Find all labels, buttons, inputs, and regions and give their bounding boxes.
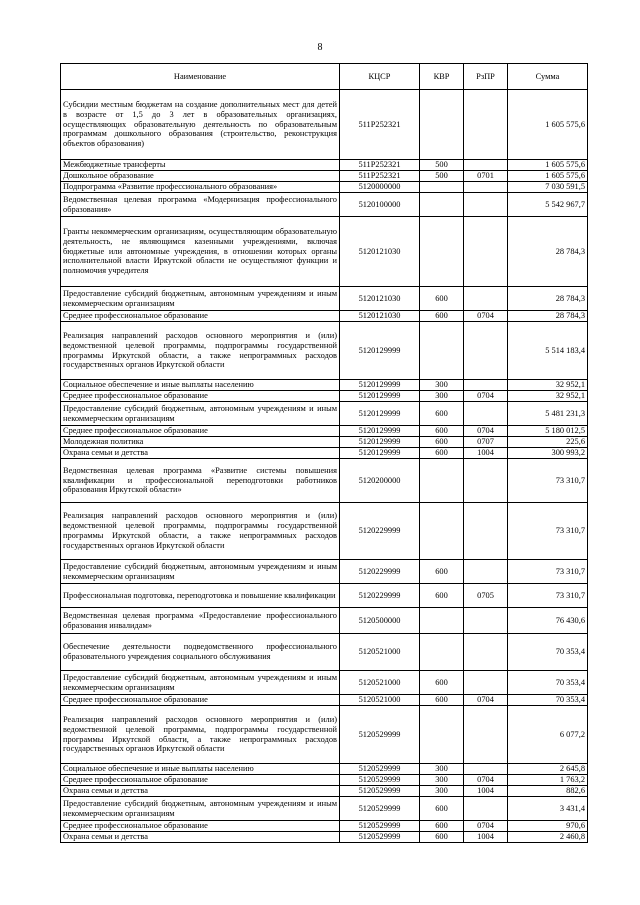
row-sum: 1 763,2 [508, 775, 588, 786]
table-row [61, 764, 588, 775]
row-name: Реализация направлений расходов основного мероприятия и (или) ведомственной целевой программы, подпрограммы государственной программы Иркутской области, а также непрограммных расходов государственных органов Иркутской области [61, 706, 340, 764]
row-kcsr: 5120129999 [340, 448, 420, 459]
row-name: Межбюджетные трансферты [61, 160, 340, 171]
row-sum: 70 353,4 [508, 671, 588, 695]
table-row [61, 322, 588, 380]
row-rzpr [464, 503, 508, 560]
table-row [61, 797, 588, 821]
row-kvr [420, 182, 464, 193]
table-row [61, 287, 588, 311]
row-sum: 70 353,4 [508, 695, 588, 706]
row-kcsr: 5120229999 [340, 560, 420, 584]
row-name: Охрана семьи и детства [61, 786, 340, 797]
row-kvr: 300 [420, 786, 464, 797]
row-sum: 73 310,7 [508, 459, 588, 503]
row-kcsr: 5120200000 [340, 459, 420, 503]
row-rzpr: 1004 [464, 832, 508, 843]
row-rzpr [464, 322, 508, 380]
row-kvr: 600 [420, 821, 464, 832]
row-name: Социальное обеспечение и иные выплаты населению [61, 764, 340, 775]
row-name: Предоставление субсидий бюджетным, автономным учреждениям и иным некоммерческим организациям [61, 560, 340, 584]
row-name: Реализация направлений расходов основного мероприятия и (или) ведомственной целевой программы, подпрограммы государственной программы Иркутской области, а также непрограммных расходов государственных органов Иркутской области [61, 503, 340, 560]
row-kvr [420, 90, 464, 160]
row-rzpr [464, 193, 508, 217]
row-rzpr [464, 182, 508, 193]
row-kvr [420, 706, 464, 764]
row-rzpr: 0704 [464, 426, 508, 437]
row-rzpr [464, 608, 508, 634]
row-kvr: 300 [420, 380, 464, 391]
row-kvr [420, 459, 464, 503]
row-rzpr [464, 560, 508, 584]
row-kcsr: 5120529999 [340, 832, 420, 843]
table-row [61, 832, 588, 843]
row-kvr: 600 [420, 797, 464, 821]
table-row [61, 193, 588, 217]
row-kcsr: 5120129999 [340, 437, 420, 448]
row-sum: 1 605 575,6 [508, 171, 588, 182]
row-kvr: 600 [420, 437, 464, 448]
row-rzpr: 0701 [464, 171, 508, 182]
row-kcsr: 5120529999 [340, 775, 420, 786]
row-sum: 970,6 [508, 821, 588, 832]
row-name: Профессиональная подготовка, переподготовка и повышение квалификации [61, 584, 340, 608]
row-rzpr: 0705 [464, 584, 508, 608]
table-row [61, 426, 588, 437]
table-row [61, 437, 588, 448]
row-sum: 5 542 967,7 [508, 193, 588, 217]
row-rzpr [464, 160, 508, 171]
header-rzpr: РзПР [464, 64, 508, 90]
row-rzpr: 0704 [464, 775, 508, 786]
row-kvr: 600 [420, 311, 464, 322]
row-sum: 76 430,6 [508, 608, 588, 634]
row-kvr: 300 [420, 775, 464, 786]
table-row [61, 634, 588, 671]
row-kcsr: 5120129999 [340, 380, 420, 391]
row-kcsr: 5120529999 [340, 797, 420, 821]
row-kcsr: 5120129999 [340, 322, 420, 380]
table-row [61, 503, 588, 560]
row-name: Предоставление субсидий бюджетным, автономным учреждениям и иным некоммерческим организациям [61, 402, 340, 426]
row-name: Дошкольное образование [61, 171, 340, 182]
row-rzpr [464, 90, 508, 160]
row-kvr: 600 [420, 832, 464, 843]
row-name: Гранты некоммерческим организациям, осуществляющим образовательную деятельность, не являющимся казенными учреждениями, включая бюджетные или автономные учреждения, в отношении которых органы исполнительной власти Иркутской области не осуществляют функции и полномочия учредителя [61, 217, 340, 287]
table-row [61, 217, 588, 287]
table-row [61, 448, 588, 459]
table-row [61, 391, 588, 402]
row-name: Ведомственная целевая программа «Развитие системы повышения квалификации и профессиональной переподготовки работников образования Иркутской области» [61, 459, 340, 503]
row-name: Охрана семьи и детства [61, 832, 340, 843]
row-sum: 70 353,4 [508, 634, 588, 671]
row-kcsr: 511P252321 [340, 160, 420, 171]
row-rzpr [464, 706, 508, 764]
row-rzpr: 0707 [464, 437, 508, 448]
row-sum: 1 605 575,6 [508, 90, 588, 160]
table-row [61, 171, 588, 182]
table-row [61, 459, 588, 503]
row-kcsr: 5120121030 [340, 287, 420, 311]
table-row [61, 584, 588, 608]
row-sum: 5 514 183,4 [508, 322, 588, 380]
row-name: Реализация направлений расходов основного мероприятия и (или) ведомственной целевой программы, подпрограммы государственной программы Иркутской области, а также непрограммных расходов государственных органов Иркутской области [61, 322, 340, 380]
row-sum: 73 310,7 [508, 503, 588, 560]
row-kvr: 600 [420, 448, 464, 459]
row-kcsr: 5120529999 [340, 706, 420, 764]
header-kcsr: КЦСР [340, 64, 420, 90]
row-rzpr [464, 217, 508, 287]
row-sum: 73 310,7 [508, 560, 588, 584]
row-name: Среднее профессиональное образование [61, 311, 340, 322]
row-kvr: 300 [420, 391, 464, 402]
table-row [61, 608, 588, 634]
table-row [61, 706, 588, 764]
row-rzpr: 1004 [464, 448, 508, 459]
row-sum: 2 460,8 [508, 832, 588, 843]
row-kvr [420, 634, 464, 671]
row-rzpr [464, 287, 508, 311]
row-kvr: 500 [420, 171, 464, 182]
row-sum: 882,6 [508, 786, 588, 797]
row-rzpr [464, 459, 508, 503]
table-row [61, 775, 588, 786]
header-sum: Сумма [508, 64, 588, 90]
table-row [61, 821, 588, 832]
budget-table [60, 63, 588, 843]
table-row [61, 695, 588, 706]
row-sum: 7 030 591,5 [508, 182, 588, 193]
table-row [61, 402, 588, 426]
table-row [61, 311, 588, 322]
row-kvr: 600 [420, 695, 464, 706]
row-rzpr: 0704 [464, 695, 508, 706]
row-kvr [420, 503, 464, 560]
row-rzpr: 0704 [464, 391, 508, 402]
row-rzpr [464, 764, 508, 775]
row-sum: 5 481 231,3 [508, 402, 588, 426]
table-row [61, 380, 588, 391]
row-name: Социальное обеспечение и иные выплаты населению [61, 380, 340, 391]
row-kvr [420, 608, 464, 634]
row-sum: 225,6 [508, 437, 588, 448]
row-kcsr: 5120129999 [340, 391, 420, 402]
table-row [61, 160, 588, 171]
row-kcsr: 511P252321 [340, 90, 420, 160]
row-kvr: 500 [420, 160, 464, 171]
row-kvr: 600 [420, 560, 464, 584]
row-kcsr: 5120529999 [340, 821, 420, 832]
row-sum: 28 784,3 [508, 217, 588, 287]
row-kcsr: 5120229999 [340, 584, 420, 608]
row-name: Среднее профессиональное образование [61, 775, 340, 786]
row-kcsr: 5120521000 [340, 671, 420, 695]
row-name: Среднее профессиональное образование [61, 426, 340, 437]
row-name: Подпрограмма «Развитие профессионального образования» [61, 182, 340, 193]
row-kvr: 600 [420, 426, 464, 437]
table-body [61, 90, 588, 843]
table-row [61, 671, 588, 695]
row-kcsr: 5120000000 [340, 182, 420, 193]
row-name: Среднее профессиональное образование [61, 391, 340, 402]
row-kcsr: 5120229999 [340, 503, 420, 560]
row-sum: 32 952,1 [508, 391, 588, 402]
row-kvr: 300 [420, 764, 464, 775]
row-name: Среднее профессиональное образование [61, 695, 340, 706]
row-sum: 32 952,1 [508, 380, 588, 391]
table-row [61, 90, 588, 160]
row-sum: 3 431,4 [508, 797, 588, 821]
row-rzpr [464, 671, 508, 695]
row-rzpr: 1004 [464, 786, 508, 797]
row-kcsr: 5120529999 [340, 786, 420, 797]
row-kvr [420, 217, 464, 287]
row-sum: 2 645,8 [508, 764, 588, 775]
row-rzpr [464, 797, 508, 821]
row-name: Среднее профессиональное образование [61, 821, 340, 832]
row-sum: 300 993,2 [508, 448, 588, 459]
row-kcsr: 5120521000 [340, 695, 420, 706]
header-name: Наименование [61, 64, 340, 90]
row-kvr: 600 [420, 402, 464, 426]
table-header-row [61, 64, 588, 90]
row-sum: 5 180 012,5 [508, 426, 588, 437]
row-name: Молодежная политика [61, 437, 340, 448]
row-kcsr: 5120100000 [340, 193, 420, 217]
table-row [61, 560, 588, 584]
row-kcsr: 5120521000 [340, 634, 420, 671]
row-name: Охрана семьи и детства [61, 448, 340, 459]
row-kcsr: 5120500000 [340, 608, 420, 634]
header-kvr: КВР [420, 64, 464, 90]
row-rzpr: 0704 [464, 311, 508, 322]
row-rzpr [464, 380, 508, 391]
table-row [61, 786, 588, 797]
row-kvr [420, 322, 464, 380]
row-name: Предоставление субсидий бюджетным, автономным учреждениям и иным некоммерческим организациям [61, 287, 340, 311]
row-kvr: 600 [420, 584, 464, 608]
row-kcsr: 5120121030 [340, 311, 420, 322]
row-name: Субсидии местным бюджетам на создание дополнительных мест для детей в возрасте от 1,5 до 3 лет в образовательных организациях, осуществляющих образовательную деятельность по образовательным программам дошкольного образования (строительство, реконструкция объектов образования) [61, 90, 340, 160]
row-sum: 6 077,2 [508, 706, 588, 764]
row-name: Обеспечение деятельности подведомственного профессионального образовательного учреждения социального обслуживания [61, 634, 340, 671]
row-kcsr: 5120129999 [340, 426, 420, 437]
row-kvr: 600 [420, 287, 464, 311]
row-sum: 1 605 575,6 [508, 160, 588, 171]
row-kvr: 600 [420, 671, 464, 695]
row-rzpr: 0704 [464, 821, 508, 832]
row-name: Предоставление субсидий бюджетным, автономным учреждениям и иным некоммерческим организациям [61, 797, 340, 821]
row-rzpr [464, 402, 508, 426]
row-kcsr: 5120529999 [340, 764, 420, 775]
row-sum: 73 310,7 [508, 584, 588, 608]
page-number: 8 [317, 42, 323, 53]
row-kvr [420, 193, 464, 217]
row-kcsr: 5120129999 [340, 402, 420, 426]
table-row [61, 182, 588, 193]
row-sum: 28 784,3 [508, 311, 588, 322]
row-name: Предоставление субсидий бюджетным, автономным учреждениям и иным некоммерческим организациям [61, 671, 340, 695]
row-sum: 28 784,3 [508, 287, 588, 311]
row-kcsr: 5120121030 [340, 217, 420, 287]
row-kcsr: 511P252321 [340, 171, 420, 182]
row-name: Ведомственная целевая программа «Модернизация профессионального образования» [61, 193, 340, 217]
row-rzpr [464, 634, 508, 671]
row-name: Ведомственная целевая программа «Предоставление профессионального образования инвалидам» [61, 608, 340, 634]
